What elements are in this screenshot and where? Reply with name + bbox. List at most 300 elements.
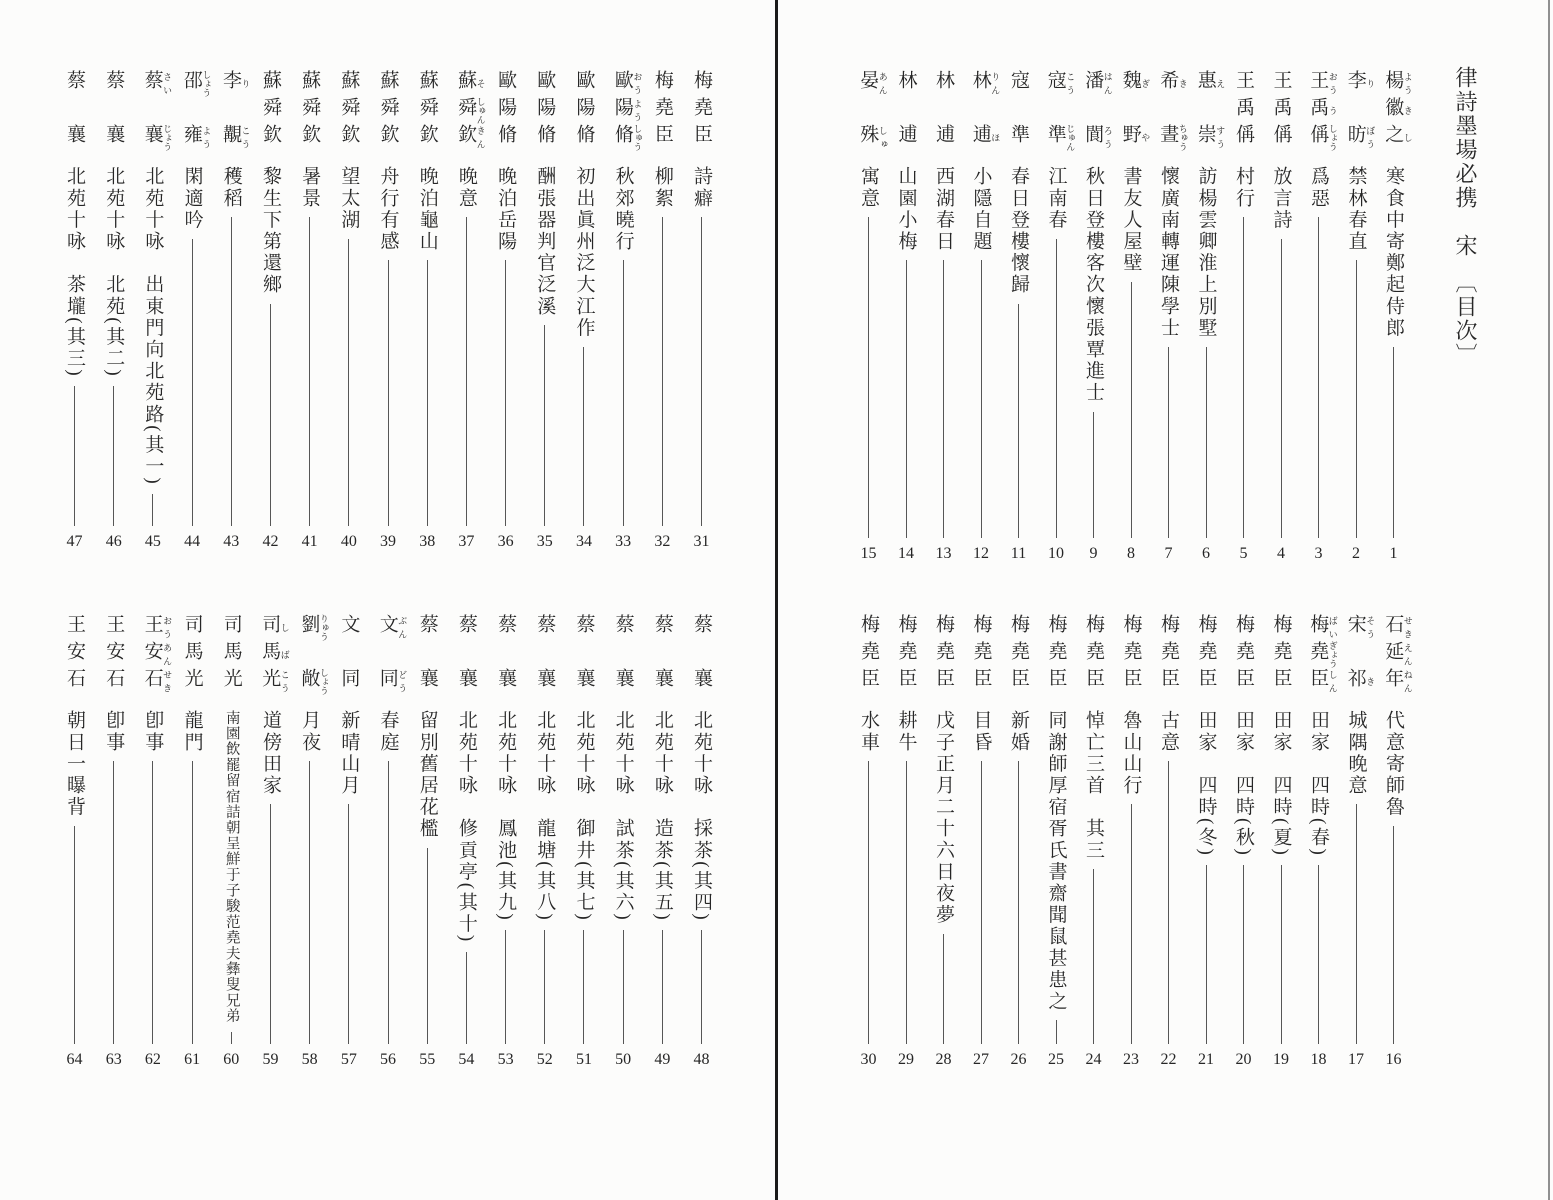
- toc-entry: [1375, 70, 1412, 564]
- entry-page-number: 40: [340, 533, 357, 550]
- entry-page-number: 42: [262, 533, 279, 550]
- entry-page-number: 16: [1385, 1051, 1402, 1068]
- entry-page-number: 53: [497, 1051, 514, 1068]
- entry-page-number: 38: [419, 533, 436, 550]
- entry-author: 蔡 襄: [495, 614, 517, 695]
- toc-entry: [213, 614, 250, 1070]
- entry-author: 蔡 襄: [534, 614, 556, 695]
- entry-title: 南園飲罷留宿詰朝呈鮮于子駿范堯夫彝叟兄弟: [223, 710, 240, 1024]
- entry-page-number: 45: [144, 533, 161, 550]
- leader-line: [981, 260, 982, 538]
- entry-title: 望太湖: [338, 166, 360, 231]
- entry-author: 蔡 襄: [573, 614, 595, 695]
- entry-page-number: 11: [1010, 545, 1027, 562]
- entry-page-number: 43: [223, 533, 240, 550]
- toc-entry: [487, 614, 524, 1070]
- entry-page-number: 48: [693, 1051, 710, 1068]
- entry-title: 北苑十咏 採茶(其四): [691, 710, 712, 923]
- leader-line: [1356, 260, 1357, 538]
- entry-author: 蔡 襄: [64, 70, 85, 151]
- entry-author: 梅堯臣: [1008, 614, 1029, 695]
- entry-page-number: 31: [693, 533, 710, 550]
- entry-page-number: 20: [1235, 1051, 1252, 1068]
- entry-title: 村行: [1233, 166, 1254, 210]
- leader-line: [1093, 412, 1094, 538]
- toc-entry: [487, 70, 524, 552]
- leader-line: [662, 930, 663, 1044]
- toc-entry: [1263, 614, 1300, 1070]
- entry-title: 新婚: [1008, 710, 1029, 754]
- entry-page-number: 29: [898, 1051, 914, 1068]
- entry-title: 春庭: [377, 710, 399, 754]
- entry-author: 蔡 襄: [103, 70, 125, 151]
- entry-page-number: 21: [1198, 1051, 1214, 1068]
- entry-title: 訪楊雲卿淮上別墅: [1195, 166, 1217, 339]
- entry-author: 蘇舜欽: [416, 70, 438, 151]
- entry-page-number: 3: [1314, 545, 1323, 562]
- entry-page-number: 27: [973, 1051, 989, 1068]
- entry-title: 寓意: [858, 166, 879, 210]
- leader-line: [1206, 865, 1207, 1044]
- entry-author: 梅堯臣: [1195, 614, 1217, 695]
- entry-author: 歐 おう陽 よう脩 しゅう: [611, 70, 643, 151]
- entry-author: 李 り 昉 ぼう: [1344, 70, 1376, 151]
- entry-author: 蔡 襄: [416, 614, 438, 695]
- entry-author: 蔡 襄: [455, 614, 477, 695]
- entry-page-number: 28: [935, 1051, 952, 1068]
- entry-author: 梅堯臣: [1045, 614, 1067, 695]
- entry-page-number: 39: [380, 533, 396, 550]
- toc-entry: [252, 70, 289, 552]
- toc-section-entries-16-30: [850, 614, 1412, 1070]
- toc-entry: [1188, 614, 1225, 1070]
- entry-title: 穫稻: [220, 166, 242, 210]
- entry-author: 王 おう安 あん石 せき: [141, 614, 173, 695]
- entry-page-number: 26: [1010, 1051, 1027, 1068]
- entry-author: 宋 そう 祁 き: [1344, 614, 1376, 695]
- toc-entry: [850, 70, 887, 564]
- toc-entry: [370, 70, 407, 552]
- entry-title: 新晴山月: [338, 710, 360, 797]
- entry-page-number: 6: [1202, 545, 1210, 562]
- leader-line: [466, 217, 467, 526]
- entry-author: 劉 りゅう 敞 しょう: [298, 614, 329, 695]
- entry-page-number: 44: [184, 533, 201, 550]
- entry-page-number: 23: [1123, 1051, 1139, 1068]
- toc-entry: [850, 614, 887, 1070]
- entry-title: 北苑十咏 出東門向北苑路(其一): [142, 166, 164, 487]
- toc-entry: [1150, 614, 1187, 1070]
- entry-title: 柳絮: [651, 166, 673, 210]
- entry-page-number: 59: [262, 1051, 279, 1068]
- toc-entry: [95, 614, 132, 1070]
- toc-entry: [330, 614, 367, 1070]
- entry-title: 北苑十咏 北苑(其二): [103, 166, 125, 379]
- leader-line: [1393, 826, 1394, 1044]
- entry-author: 林 逋: [895, 70, 917, 151]
- entry-title: 西湖春日: [933, 166, 954, 253]
- entry-page-number: 52: [536, 1051, 553, 1068]
- toc-entry: [888, 70, 925, 564]
- entry-title: 田家 四時(春): [1308, 710, 1329, 858]
- entry-author: 歐陽脩: [573, 70, 595, 151]
- leader-line: [1056, 1020, 1057, 1044]
- entry-title: 爲惡: [1308, 166, 1329, 210]
- entry-page-number: 55: [419, 1051, 436, 1068]
- entry-title: 北苑十咏 造茶(其五): [651, 710, 673, 923]
- entry-author: 歐陽脩: [534, 70, 556, 151]
- leader-line: [1056, 239, 1057, 538]
- entry-title: 北苑十咏 試茶(其六): [612, 710, 634, 923]
- entry-page-number: 24: [1085, 1051, 1102, 1068]
- entry-page-number: 13: [935, 545, 952, 562]
- leader-line: [623, 260, 624, 526]
- entry-author: 蔡 襄: [612, 614, 634, 695]
- entry-page-number: 41: [301, 533, 318, 550]
- leader-line: [505, 930, 506, 1044]
- leader-line: [270, 804, 271, 1044]
- leader-line: [1281, 865, 1282, 1044]
- toc-entry: [174, 614, 211, 1070]
- leader-line: [348, 804, 349, 1044]
- leader-line: [505, 260, 506, 526]
- leader-line: [113, 761, 114, 1044]
- entry-title: 晚泊龜山: [416, 166, 438, 253]
- entry-title: 城隅晚意: [1345, 710, 1367, 797]
- entry-page-number: 57: [340, 1051, 357, 1068]
- leader-line: [1393, 347, 1394, 538]
- entry-page-number: 50: [615, 1051, 632, 1068]
- entry-page-number: 64: [66, 1051, 83, 1068]
- book-title: 律詩墨場必携 宋 〔目次〕: [1453, 66, 1478, 367]
- entry-author: 文 ぶん 同 どう: [376, 614, 408, 695]
- entry-title: 田家 四時(秋): [1233, 710, 1254, 858]
- entry-author: 梅堯臣: [1120, 614, 1142, 695]
- leader-line: [1318, 865, 1319, 1044]
- entry-page-number: 56: [380, 1051, 396, 1068]
- toc-entry: [888, 614, 925, 1070]
- entry-author: 梅堯臣: [970, 614, 992, 695]
- entry-title: 龍門: [181, 710, 203, 754]
- entry-page-number: 37: [458, 533, 475, 550]
- entry-page-number: 5: [1239, 545, 1248, 562]
- entry-author: 梅堯臣: [1158, 614, 1179, 695]
- entry-author: 梅堯臣: [1083, 614, 1104, 695]
- entry-page-number: 19: [1273, 1051, 1289, 1068]
- leader-line: [427, 848, 428, 1044]
- leader-line: [868, 217, 869, 538]
- toc-entry: [644, 614, 681, 1070]
- entry-title: 酬張器判官泛溪: [534, 166, 556, 318]
- leader-line: [868, 761, 869, 1044]
- leader-line: [1131, 804, 1132, 1044]
- entry-page-number: 60: [223, 1051, 240, 1068]
- toc-entry: [409, 70, 446, 552]
- entry-page-number: 4: [1277, 545, 1285, 562]
- entry-author: 寇 準: [1008, 70, 1029, 151]
- leader-line: [1318, 217, 1319, 538]
- leader-line: [1018, 761, 1019, 1044]
- entry-author: 王 おう禹 う偁 しょう: [1307, 70, 1338, 151]
- toc-entry: [291, 70, 328, 552]
- entry-page-number: 15: [860, 545, 877, 562]
- entry-page-number: 8: [1127, 545, 1135, 562]
- entry-page-number: 30: [860, 1051, 877, 1068]
- toc-entry: [605, 70, 642, 552]
- toc-entry: [683, 614, 720, 1070]
- toc-entry: [1113, 614, 1150, 1070]
- entry-page-number: 1: [1389, 545, 1398, 562]
- entry-author: 司馬光: [220, 614, 242, 695]
- entry-title: 晚泊岳陽: [495, 166, 517, 253]
- entry-title: 春日登樓懷歸: [1008, 166, 1029, 296]
- leader-line: [662, 217, 663, 526]
- leader-line: [906, 761, 907, 1044]
- toc-entry: [370, 614, 407, 1070]
- entry-author: 梅堯臣: [895, 614, 917, 695]
- leader-line: [388, 761, 389, 1044]
- scan-edge-line: [1548, 0, 1550, 1200]
- leader-line: [1356, 804, 1357, 1044]
- toc-section-entries-31-47: [56, 70, 720, 552]
- entry-author: 蘇舜欽: [377, 70, 399, 151]
- toc-entry: [605, 614, 642, 1070]
- entry-author: 梅堯臣: [933, 614, 954, 695]
- entry-author: 魏 ぎ 野 や: [1119, 70, 1151, 151]
- entry-page-number: 51: [575, 1051, 592, 1068]
- entry-title: 書友人屋壁: [1120, 166, 1142, 274]
- entry-author: 楊 よう徽 き之 し: [1382, 70, 1413, 151]
- toc-entry: [1338, 70, 1375, 564]
- entry-author: 梅堯臣: [858, 614, 879, 695]
- entry-page-number: 46: [105, 533, 122, 550]
- toc-entry: [330, 70, 367, 552]
- leader-line: [1168, 347, 1169, 538]
- entry-author: 李 り 覯 こう: [220, 70, 251, 151]
- entry-title: 北苑十咏 御井(其七): [573, 710, 595, 923]
- entry-author: 梅堯臣: [1233, 614, 1254, 695]
- entry-author: 蘇 そ舜 しゅん欽 きん: [455, 70, 486, 151]
- entry-author: 寇 こう 準 じゅん: [1044, 70, 1076, 151]
- toc-entry: [448, 614, 485, 1070]
- entry-title: 田家 四時(夏): [1270, 710, 1292, 858]
- entry-title: 留別舊居花檻: [416, 710, 438, 840]
- toc-entry: [1263, 70, 1300, 564]
- entry-author: 蘇舜欽: [259, 70, 281, 151]
- entry-author: 蔡 襄: [691, 614, 712, 695]
- entry-page-number: 35: [536, 533, 553, 550]
- leader-line: [943, 260, 944, 538]
- toc-entry: [134, 614, 171, 1070]
- entry-page-number: 18: [1310, 1051, 1327, 1068]
- entry-title: 黎生下第還鄉: [259, 166, 281, 296]
- toc-entry: [565, 614, 602, 1070]
- toc-entry: [925, 70, 962, 564]
- entry-page-number: 32: [654, 533, 671, 550]
- entry-title: 暑景: [299, 166, 321, 210]
- entry-title: 懷廣南轉運陳學士: [1158, 166, 1179, 339]
- leader-line: [192, 761, 193, 1044]
- entry-page-number: 61: [184, 1051, 201, 1068]
- entry-page-number: 9: [1089, 545, 1098, 562]
- toc-entry: [1188, 70, 1225, 564]
- leader-line: [270, 304, 271, 526]
- entry-page-number: 10: [1048, 545, 1064, 562]
- toc-entry: [174, 70, 211, 552]
- entry-title: 悼亡三首 其三: [1083, 710, 1104, 862]
- entry-author: 惠 え 崇 すう: [1194, 70, 1226, 151]
- entry-page-number: 47: [66, 533, 83, 550]
- leader-line: [544, 930, 545, 1044]
- entry-title: 卽事: [142, 710, 164, 754]
- toc-entry: [291, 614, 328, 1070]
- entry-title: 寒食中寄鄭起侍郎: [1383, 166, 1404, 339]
- entry-title: 北苑十咏 修貢亭(其十): [455, 710, 477, 944]
- toc-entry: [409, 614, 446, 1070]
- entry-author: 王安石: [64, 614, 85, 695]
- entry-author: 蔡 さい 襄 じょう: [141, 70, 173, 151]
- leader-line: [1243, 865, 1244, 1044]
- leader-line: [1281, 239, 1282, 538]
- entry-page-number: 17: [1348, 1051, 1364, 1068]
- entry-page-number: 63: [105, 1051, 122, 1068]
- toc-entry: [565, 70, 602, 552]
- toc-entry: [1075, 614, 1112, 1070]
- entry-page-number: 7: [1164, 545, 1173, 562]
- entry-title: 朝日一曝背: [64, 710, 85, 818]
- toc-section-entries-1-15: [850, 70, 1412, 564]
- leader-line: [1093, 869, 1094, 1044]
- entry-author: 王禹偁: [1233, 70, 1254, 151]
- leader-line: [231, 217, 232, 526]
- leader-line: [623, 930, 624, 1044]
- leader-line: [906, 260, 907, 538]
- entry-author: 晏 あん 殊 しゅ: [857, 70, 888, 151]
- entry-author: 司 し馬 ば光 こう: [259, 614, 290, 695]
- entry-title: 詩癖: [691, 166, 712, 210]
- toc-entry: [1038, 614, 1075, 1070]
- leader-line: [1243, 217, 1244, 538]
- toc-entry: [56, 70, 93, 552]
- entry-author: 王安石: [103, 614, 125, 695]
- leader-line: [583, 930, 584, 1044]
- entry-title: 北苑十咏 鳳池(其九): [495, 710, 517, 923]
- toc-entry: [1075, 70, 1112, 564]
- entry-title: 月夜: [299, 710, 321, 754]
- entry-title: 同謝師厚宿胥氏書齋聞鼠甚患之: [1045, 710, 1067, 1013]
- leader-line: [309, 761, 310, 1044]
- toc-entry: [1225, 70, 1262, 564]
- leader-line: [74, 826, 75, 1044]
- leader-line: [348, 239, 349, 526]
- entry-author: 蔡 襄: [651, 614, 673, 695]
- entry-title: 山園小梅: [895, 166, 917, 253]
- leader-line: [309, 217, 310, 526]
- leader-line: [583, 347, 584, 526]
- toc-entry: [1338, 614, 1375, 1070]
- toc-entry: [134, 70, 171, 552]
- leader-line: [388, 260, 389, 526]
- entry-title: 秋日登樓客次懷張覃進士: [1083, 166, 1104, 404]
- leader-line: [152, 494, 153, 526]
- entry-author: 司馬光: [181, 614, 203, 695]
- toc-entry: [963, 70, 1000, 564]
- toc-entry: [213, 70, 250, 552]
- toc-entry: [925, 614, 962, 1070]
- toc-entry: [1113, 70, 1150, 564]
- toc-entry: [448, 70, 485, 552]
- toc-section-entries-48-64: [56, 614, 720, 1070]
- entry-page-number: 36: [497, 533, 514, 550]
- toc-entry: [56, 614, 93, 1070]
- toc-entry: [252, 614, 289, 1070]
- toc-entry: [1150, 70, 1187, 564]
- toc-entry: [1000, 614, 1037, 1070]
- toc-entry: [1038, 70, 1075, 564]
- entry-author: 蘇舜欽: [338, 70, 360, 151]
- leader-line: [1168, 761, 1169, 1044]
- entry-author: 林 りん 逋 ほ: [969, 70, 1001, 151]
- toc-entry: [1300, 614, 1337, 1070]
- page-gutter-divider: [775, 0, 778, 1200]
- entry-page-number: 33: [615, 533, 632, 550]
- leader-line: [192, 239, 193, 526]
- entry-author: 邵 しょう 雍 よう: [180, 70, 212, 151]
- toc-entry: [1225, 614, 1262, 1070]
- entry-author: 王禹偁: [1270, 70, 1292, 151]
- entry-title: 秋郊曉行: [612, 166, 634, 253]
- entry-page-number: 58: [301, 1051, 318, 1068]
- entry-page-number: 54: [458, 1051, 475, 1068]
- entry-title: 戊子正月二十六日夜夢: [933, 710, 954, 926]
- leader-line: [74, 386, 75, 526]
- entry-author: 梅堯臣: [1270, 614, 1292, 695]
- entry-title: 江南春: [1045, 166, 1067, 231]
- toc-entry: [95, 70, 132, 552]
- entry-title: 禁林春直: [1345, 166, 1367, 253]
- entry-title: 道傍田家: [259, 710, 281, 797]
- entry-author: 歐陽脩: [495, 70, 517, 151]
- entry-title: 閑適吟: [181, 166, 203, 231]
- toc-entry: [1000, 70, 1037, 564]
- entry-author: 林 逋: [933, 70, 954, 151]
- entry-page-number: 34: [575, 533, 592, 550]
- leader-line: [152, 761, 153, 1044]
- toc-entry: [683, 70, 720, 552]
- toc-entry: [1300, 70, 1337, 564]
- leader-line: [466, 952, 467, 1044]
- entry-author: 文 同: [338, 614, 360, 695]
- entry-page-number: 49: [654, 1051, 671, 1068]
- entry-page-number: 12: [973, 545, 989, 562]
- entry-page-number: 2: [1352, 545, 1360, 562]
- leader-line: [427, 260, 428, 526]
- entry-title: 北苑十咏 龍塘(其八): [534, 710, 556, 923]
- leader-line: [981, 761, 982, 1044]
- entry-title: 魯山山行: [1120, 710, 1142, 797]
- toc-entry: [526, 70, 563, 552]
- leader-line: [701, 930, 702, 1044]
- toc-entry: [644, 70, 681, 552]
- toc-entry: [963, 614, 1000, 1070]
- leader-line: [1131, 282, 1132, 538]
- leader-line: [1206, 347, 1207, 538]
- leader-line: [113, 386, 114, 526]
- leader-line: [231, 1032, 232, 1044]
- entry-author: 梅堯臣: [651, 70, 673, 151]
- entry-title: 卽事: [103, 710, 125, 754]
- entry-author: 梅堯臣: [691, 70, 712, 151]
